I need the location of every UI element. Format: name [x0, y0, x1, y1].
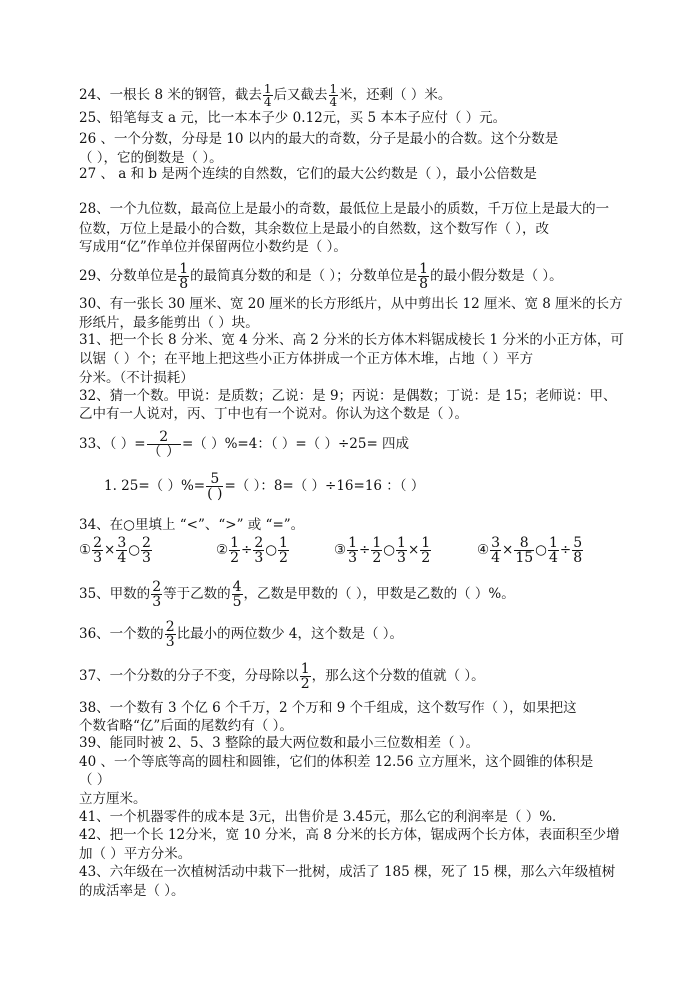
question-42-line-1: 42、把一个长 12分米，宽 10 分米，高 8 分米的长方体，锯成两个长方体，表面积至少增: [79, 827, 620, 843]
question-36: 36、一个数的 $\frac{2}{3}$ 比最小的两位数少 4，这个数是（ ）。: [79, 619, 404, 650]
fraction-one-eighth: $\frac{1}{8}$: [179, 261, 189, 292]
q34-item-3: ③ $\frac{1}{3}$ ÷ $\frac{1}{2}$ ○ $\frac{1}{3}$ × $\frac{1}{2}$: [334, 535, 431, 566]
q24-text-b: 后又截去: [273, 87, 328, 103]
q24-text-a: 24、一根长 8 米的钢管，截去: [79, 87, 262, 103]
fraction-five-over-blank: $\frac{5}{( )}$: [207, 471, 223, 502]
question-40-line-1: 40 、一个等底等高的圆柱和圆锥，它们的体积差 12.56 立方厘米，这个圆锥的体积是: [79, 754, 594, 770]
question-28-line-2: 位数，万位上是最小的合数，其余数位上是最小的自然数，这个数写作（ ），改: [79, 221, 550, 237]
question-28-line-1: 28、一个九位数，最高位上是最小的奇数，最低位上是最小的质数，千万位上是最大的一: [79, 201, 610, 217]
fraction-one-quarter: $\frac{1}{4}$: [263, 82, 272, 109]
question-28-line-3: 写成用“亿”作单位并保留两位小数约是（ ）。: [79, 239, 347, 255]
question-33: 33、（ ）= $\frac{2}{( )}$ =（ ）%=4：（ ）=（ ）÷25= 四成: [79, 429, 410, 460]
question-26-line-1: 26 、一个分数，分母是 10 以内的最大的奇数，分子是最小的合数。这个分数是: [79, 131, 559, 147]
question-35: 35、甲数的 $\frac{2}{3}$ 等于乙数的 $\frac{4}{5}$ ，乙数是甲数的（ ），甲数是乙数的（ ）%。: [79, 579, 515, 610]
question-43-line-1: 43、六年级在一次植树活动中栽下一批树，成活了 185 棵，死了 15 棵，那么六年级植树: [79, 864, 616, 880]
question-24: [79, 83, 451, 108]
question-40-line-3: 立方厘米。: [79, 791, 147, 807]
question-37: 37、一个分数的分子不变，分母除以 $\frac{1}{2}$ ，那么这个分数的值就（ ）。: [79, 661, 485, 692]
question-43-line-2: 的成活率是（ ）。: [79, 883, 185, 899]
question-40-line-2: （ ）: [79, 772, 111, 788]
question-39: 39、能同时被 2、5、3 整除的最大两位数和最小三位数相差（ ）。: [79, 735, 480, 751]
compare-circle[interactable]: ○: [383, 542, 396, 558]
compare-circle[interactable]: ○: [535, 542, 547, 558]
question-25: 25、铅笔每支 a 元，比一本本子少 0.12元，买 5 本本子应付（ ）元。: [79, 110, 507, 126]
question-27: 27 、 a 和 b 是两个连续的自然数，它们的最大公约数是（ ），最小公倍数是: [79, 166, 537, 182]
question-30-line-2: 形纸片，最多能剪出（ ）块。: [79, 315, 259, 331]
q34-item-4: ④ $\frac{3}{4}$ × $\frac{8}{15}$ ○ $\frac{1}{4}$ ÷ $\frac{5}{8}$: [477, 535, 583, 566]
fraction-two-over-blank: $\frac{2}{( )}$: [147, 429, 180, 460]
question-34: 34、在○里填上 “<”、“>” 或 “=”。: [79, 517, 305, 533]
question-30-line-1: 30、有一张长 30 厘米、宽 20 厘米的长方形纸片，从中剪出长 12 厘米、宽 8 厘米的长方: [79, 296, 623, 312]
q34-item-2: ② $\frac{1}{2}$ ÷ $\frac{2}{3}$ ○ $\frac{1}{2}$: [216, 535, 288, 566]
fraction-one-quarter-2: $\frac{1}{4}$: [329, 82, 338, 109]
question-42-line-2: 加（ ）平方分米。: [79, 846, 192, 862]
question-38-line-2: 个数省略“亿”后面的尾数约有（ ）。: [79, 718, 293, 734]
question-31-line-3: 分米。（不计损耗）: [79, 370, 194, 386]
q24-text-c: 米，还剩（ ）米。: [339, 87, 452, 103]
question-33-line-2: 1. 25=（ ）%= $\frac{5}{( )}$ =（ ）：8=（ ）÷16=16 ：（ ）: [104, 471, 425, 502]
compare-circle[interactable]: ○: [265, 542, 278, 558]
q34-item-1: ① $\frac{2}{3}$ × $\frac{3}{4}$ ○ $\frac{2}{3}$: [79, 535, 151, 566]
compare-circle[interactable]: ○: [128, 542, 141, 558]
question-32-line-2: 乙中有一人说对，丙、丁中也有一个说对。你认为这个数是（ ）。: [79, 406, 469, 422]
question-31-line-2: 以锯（ ）个；在平地上把这些小正方体拼成一个正方体木堆，占地（ ）平方: [79, 351, 534, 367]
question-32-line-1: 32、猜一个数。甲说：是质数；乙说：是 9；丙说：是偶数；丁说：是 15；老师说：甲、: [79, 388, 617, 404]
question-31-line-1: 31、把一个长 8 分米、宽 4 分米、高 2 分米的长方体木料锯成棱长 1 分米的小正方体，可: [79, 332, 624, 348]
question-38-line-1: 38、一个数有 3 个亿 6 个千万，2 个万和 9 个千组成，这个数写作（ ），如果把这: [79, 700, 577, 716]
question-41: 41、一个机器零件的成本是 3元，出售价是 3.45元，那么它的利润率是（ ）%．: [79, 809, 566, 825]
question-29: 29、分数单位是 $\frac{1}{8}$ 的最简真分数的和是（ ）；分数单位是 $\frac{1}{8}$ 的最小假分数是（ ）。: [79, 261, 563, 292]
fraction-one-eighth-2: $\frac{1}{8}$: [419, 261, 429, 292]
question-26-line-2: （ ），它的倒数是（ ）。: [79, 150, 223, 166]
